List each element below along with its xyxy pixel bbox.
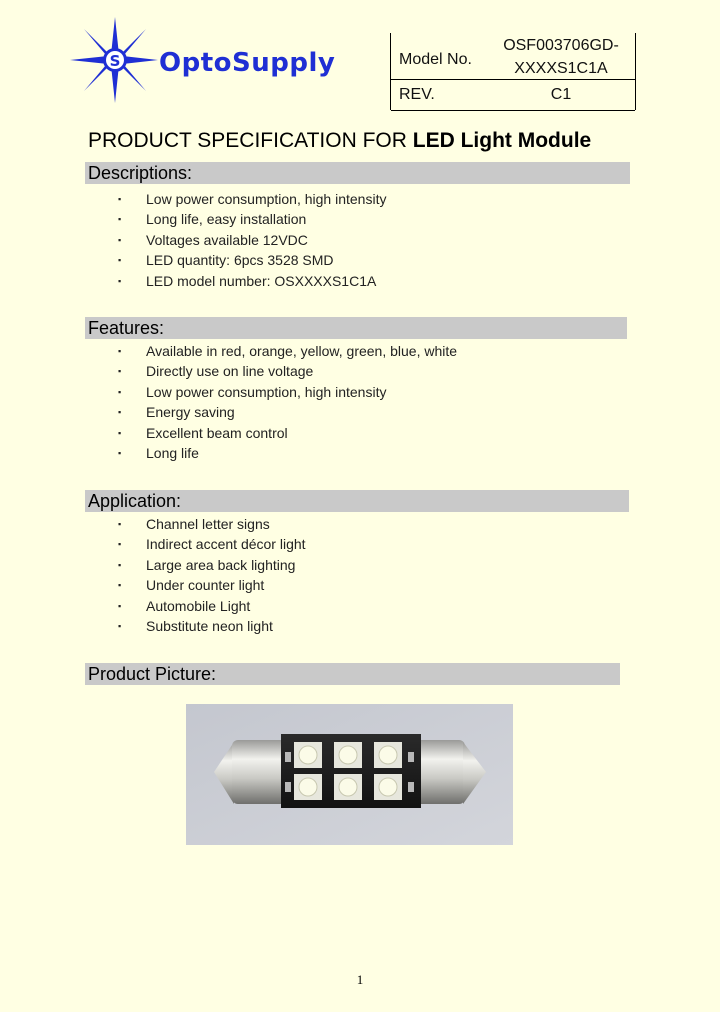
list-item-text: LED model number: OSXXXXS1C1A [146,272,377,289]
list-item [0,443,457,463]
list-item-text: Indirect accent décor light [146,536,306,553]
bullet-icon: ▪ [118,194,122,204]
list-item [0,271,386,291]
page-number: 1 [356,972,364,987]
list-item [0,230,386,250]
bullet-icon: ▪ [118,255,122,266]
features-heading: Features: [85,317,627,339]
bullet-icon: ▪ [118,519,122,529]
sunburst-icon [70,17,158,103]
application-heading: Application: [85,490,629,512]
bullet-icon: ▪ [118,580,122,591]
title-prefix: PRODUCT SPECIFICATION FOR [88,129,413,152]
model-info-table [390,33,636,110]
list-item-text: Large area back lighting [146,556,296,573]
list-item-text: Voltages available 12VDC [146,231,308,248]
bullet-icon: ▪ [118,600,122,611]
list-item-text: Low power consumption, high intensity [146,191,387,207]
list-item [0,382,457,402]
list-item [0,402,457,422]
list-item-text: Available in red, orange, yellow, green, blue, white [146,343,458,359]
list-item [0,534,306,554]
list-item-text: Under counter light [146,577,265,594]
list-item-text: Automobile Light [146,597,251,614]
list-item-text: Excellent beam control [146,424,288,441]
bullet-icon: ▪ [118,559,122,570]
product-picture-heading: Product Picture: [85,663,620,685]
descriptions-list [0,189,386,291]
list-item [0,575,306,595]
list-item-text: Long life, easy installation [146,211,307,228]
brand-name: OptoSupply [159,48,336,78]
list-item [0,361,457,381]
list-item-text: Substitute neon light [146,617,273,634]
application-list [0,514,306,636]
list-item-text: LED quantity: 6pcs 3528 SMD [146,252,334,269]
list-item [0,250,386,270]
rev-value: C1 [550,86,572,103]
list-item [0,341,457,361]
list-item-text: Long life [146,444,199,461]
list-item [0,555,306,575]
bullet-icon: ▪ [118,539,122,550]
model-value-line2: XXXXS1C1A [514,60,608,77]
bullet-icon: ▪ [118,346,122,356]
page-title [88,129,591,153]
descriptions-heading: Descriptions: [85,162,630,184]
list-item-text: Energy saving [146,404,235,421]
list-item [0,596,306,616]
bullet-icon: ▪ [118,214,122,225]
list-item [0,514,306,534]
model-value-line1: OSF003706GD- [503,37,619,54]
left-cap [232,740,286,804]
model-row [391,33,635,80]
title-bold: LED Light Module [412,129,592,152]
svg-text:S: S [109,52,121,70]
bullet-icon: ▪ [118,386,122,397]
bullet-icon: ▪ [118,427,122,438]
features-list [0,341,457,463]
bullet-icon: ▪ [118,275,122,286]
model-label: Model No. [399,51,472,68]
bullet-icon: ▪ [118,234,122,245]
bullet-icon: ▪ [118,366,122,377]
bullet-icon: ▪ [118,407,122,418]
list-item [0,209,386,229]
rev-row [391,80,635,111]
product-photo [186,704,513,845]
list-item [0,616,306,636]
list-item [0,423,457,443]
model-value [487,34,635,80]
rev-label: REV. [399,86,435,103]
bullet-icon: ▪ [118,447,122,458]
list-item [0,189,386,209]
list-item-text: Directly use on line voltage [146,363,314,380]
bullet-icon: ▪ [118,620,122,631]
list-item-text: Low power consumption, high intensity [146,383,387,400]
list-item-text: Channel letter signs [146,516,270,532]
